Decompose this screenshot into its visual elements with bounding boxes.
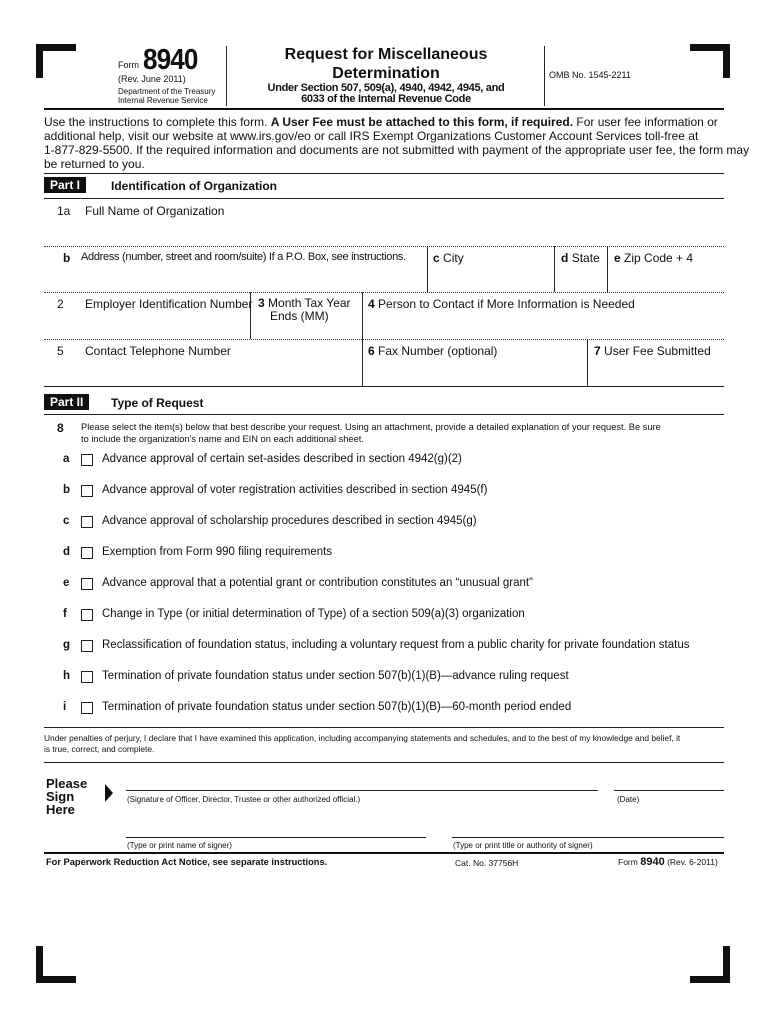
option-checkbox[interactable] (81, 609, 93, 621)
option-letter: d (63, 546, 71, 558)
tax-year-field[interactable] (251, 324, 361, 339)
form-number: 8940 (143, 44, 198, 76)
perjury-line2: is true, correct, and complete. (44, 744, 155, 754)
signature-caption: (Signature of Officer, Director, Trustee or other authorized official.) (127, 795, 361, 804)
instructions-lead: Use the instructions to complete this form. (44, 115, 268, 129)
department-name: Department of the Treasury (118, 87, 216, 96)
line-d-text: State (571, 251, 600, 265)
option-label: Advance approval of certain set-asides described in section 4942(g)(2) (102, 453, 462, 465)
line-7-label (594, 344, 711, 358)
header-divider-left (226, 46, 227, 106)
line-3-text-a: Month Tax Year (268, 296, 351, 310)
request-option-a[interactable] (44, 453, 728, 469)
instructions-lead-end: For user fee information or (576, 115, 718, 129)
instructions-line1 (44, 115, 728, 129)
option-letter: b (63, 484, 71, 496)
form-subtitle (228, 83, 544, 105)
line-5-label: Contact Telephone Number (85, 344, 231, 358)
line-6-text: Fax Number (optional) (378, 344, 498, 358)
signer-name-caption: (Type or print name of signer) (127, 841, 232, 850)
option-letter: a (63, 453, 70, 465)
request-option-e[interactable] (44, 577, 728, 593)
city-field[interactable] (428, 266, 553, 292)
ein-field[interactable] (44, 314, 249, 339)
fax-field[interactable] (363, 360, 586, 386)
part2-badge: Part II (44, 394, 89, 410)
line-e-text: Zip Code + 4 (624, 251, 694, 265)
footer-top-rule (44, 852, 724, 854)
line-1a-rule (44, 246, 724, 247)
instructions-line4: be returned to you. (44, 157, 145, 171)
line-1a-label: Full Name of Organization (85, 204, 225, 218)
user-fee-field[interactable] (588, 360, 724, 386)
form-title-line2: Determination (332, 65, 440, 82)
option-checkbox[interactable] (81, 640, 93, 652)
line-2-number: 2 (57, 297, 64, 311)
option-letter: g (63, 639, 71, 651)
perjury-top-rule (44, 727, 724, 728)
paperwork-notice: For Paperwork Reduction Act Notice, see separate instructions. (46, 857, 328, 867)
user-fee-notice: A User Fee must be attached to this form, if required. (270, 115, 574, 129)
option-checkbox[interactable] (81, 485, 93, 497)
part1-bottom-rule (44, 386, 724, 387)
option-label: Advance approval of scholarship procedures described in section 4945(g) (102, 515, 477, 527)
line-2-label: Employer Identification Number (85, 297, 253, 311)
signer-title-caption: (Type or print title or authority of signer) (453, 841, 593, 850)
instructions-block (44, 115, 750, 171)
line-8-text-2: to include the organization's name and EIN on each additional sheet. (81, 434, 364, 444)
option-letter: c (63, 515, 70, 527)
request-option-d[interactable] (44, 546, 728, 562)
signer-name-field[interactable] (126, 818, 426, 837)
option-label: Advance approval that a potential grant or contribution constitutes an “unusual grant” (102, 577, 533, 589)
option-checkbox[interactable] (81, 516, 93, 528)
service-name: Internal Revenue Service (118, 96, 208, 105)
option-label: Advance approval of voter registration activities described in section 4945(f) (102, 484, 488, 496)
footer-form-word: Form (618, 857, 638, 867)
option-label: Termination of private foundation status under section 507(b)(1)(B)—60-month period ended (102, 701, 572, 713)
line-8-instructions (81, 421, 726, 445)
form-title (228, 45, 544, 83)
line-7-text: User Fee Submitted (604, 344, 711, 358)
signer-title-rule (452, 837, 724, 838)
option-checkbox[interactable] (81, 547, 93, 559)
line-7-number: 7 (594, 344, 601, 358)
line-e-label (614, 251, 693, 265)
form-subtitle-line2: 6033 of the Internal Revenue Code (301, 93, 471, 105)
perjury-statement (44, 733, 728, 755)
request-option-c[interactable] (44, 515, 728, 531)
line-d-number: d (561, 251, 569, 265)
catalog-number: Cat. No. 37756H (455, 858, 519, 868)
please-sign-here (46, 777, 87, 816)
contact-person-field[interactable] (363, 314, 724, 339)
option-label: Change in Type (or initial determination of Type) of a section 509(a)(3) organization (102, 608, 525, 620)
sign-here: Here (46, 802, 75, 817)
line-4-number: 4 (368, 297, 375, 311)
form-word: Form (118, 60, 139, 70)
address-row-rule (44, 292, 724, 293)
request-option-b[interactable] (44, 484, 728, 500)
date-field[interactable] (614, 770, 724, 790)
part1-title: Identification of Organization (111, 179, 277, 193)
option-label: Reclassification of foundation status, including a voluntary request from a public charity for private foundation status (102, 639, 690, 651)
line-c-text: City (443, 251, 464, 265)
line-3-label (258, 297, 351, 323)
state-field[interactable] (555, 266, 607, 292)
part1-top-rule (44, 173, 724, 174)
corner-mark-top-right-vertical (723, 44, 730, 78)
part2-title-rule (44, 414, 724, 415)
line-e-number: e (614, 251, 621, 265)
header-bottom-rule (44, 108, 724, 110)
request-option-f[interactable] (44, 608, 728, 624)
option-label: Termination of private foundation status under section 507(b)(1)(B)—advance ruling request (102, 670, 569, 682)
corner-mark-top-left-vertical (36, 44, 43, 78)
address-field[interactable] (44, 266, 426, 292)
request-option-g[interactable] (44, 639, 728, 655)
line-d-label (561, 251, 600, 265)
sign-please: Please (46, 776, 88, 791)
form-subtitle-line1: Under Section 507, 509(a), 4940, 4942, 4945, and (267, 82, 505, 94)
corner-mark-bottom-right-vertical (723, 946, 730, 983)
line-c-label (433, 251, 464, 265)
footer-form-rev: (Rev. 6-2011) (667, 857, 718, 867)
footer-form-id (618, 856, 718, 868)
corner-mark-bottom-left-vertical (36, 946, 43, 983)
date-caption: (Date) (617, 795, 640, 804)
line-6-label (368, 344, 497, 358)
part1-title-rule (44, 198, 724, 199)
instructions-line2: additional help, visit our website at www.irs.gov/eo or call IRS Exempt Organizations Customer Account Services toll-free at (44, 129, 699, 143)
signer-name-rule (126, 837, 426, 838)
line-3-text-b: Ends (MM) (270, 309, 329, 323)
option-letter: f (63, 608, 67, 620)
option-letter: h (63, 670, 71, 682)
line-5-number: 5 (57, 344, 64, 358)
line-c-number: c (433, 251, 440, 265)
form-title-line1: Request for Miscellaneous (284, 46, 488, 63)
line-b-label: Address (number, street and room/suite) If a P.O. Box, see instructions. (81, 251, 406, 263)
option-checkbox[interactable] (81, 702, 93, 714)
telephone-field[interactable] (44, 360, 361, 386)
line-8-number: 8 (57, 421, 64, 435)
request-option-h[interactable] (44, 670, 728, 686)
option-letter: i (63, 701, 67, 713)
request-option-i[interactable] (44, 701, 728, 717)
sign-arrow-icon (105, 784, 113, 802)
option-checkbox[interactable] (81, 454, 93, 466)
instructions-line3: 1-877-829-5500. If the required information and documents are not submitted with payment of the appropriate user fee, the form may (44, 143, 750, 157)
header-divider-right (544, 46, 545, 106)
line-3-number: 3 (258, 296, 265, 310)
signer-title-field[interactable] (452, 818, 724, 837)
line-8-text-1: Please select the item(s) below that best describe your request. Using an attachment, provide a detailed explanation of your request. Be sure (81, 422, 661, 432)
part2-title: Type of Request (111, 396, 204, 410)
sign-sign: Sign (46, 789, 75, 804)
option-checkbox[interactable] (81, 578, 93, 590)
zip-field[interactable] (608, 266, 724, 292)
line-6-number: 6 (368, 344, 375, 358)
option-label: Exemption from Form 990 filing requirements (102, 546, 333, 558)
line-4-label (368, 297, 635, 311)
date-rule (614, 790, 724, 791)
line-1a-number: 1a (57, 204, 71, 218)
option-checkbox[interactable] (81, 671, 93, 683)
part1-badge: Part I (44, 177, 86, 193)
perjury-line1: Under penalties of perjury, I declare that I have examined this application, including accompanying statements and schedules, and to the best of my knowledge and belief, it (44, 733, 681, 743)
ein-row-rule (44, 339, 724, 340)
perjury-bottom-rule (44, 762, 724, 763)
option-letter: e (63, 577, 70, 589)
footer-form-number: 8940 (640, 856, 665, 868)
org-name-field[interactable] (44, 220, 724, 246)
signature-rule (126, 790, 598, 791)
omb-number: OMB No. 1545-2211 (549, 70, 631, 80)
line-b-number: b (63, 251, 71, 265)
form-revision: (Rev. June 2011) (118, 74, 186, 84)
signature-field[interactable] (126, 770, 598, 790)
line-4-text: Person to Contact if More Information is Needed (378, 297, 635, 311)
